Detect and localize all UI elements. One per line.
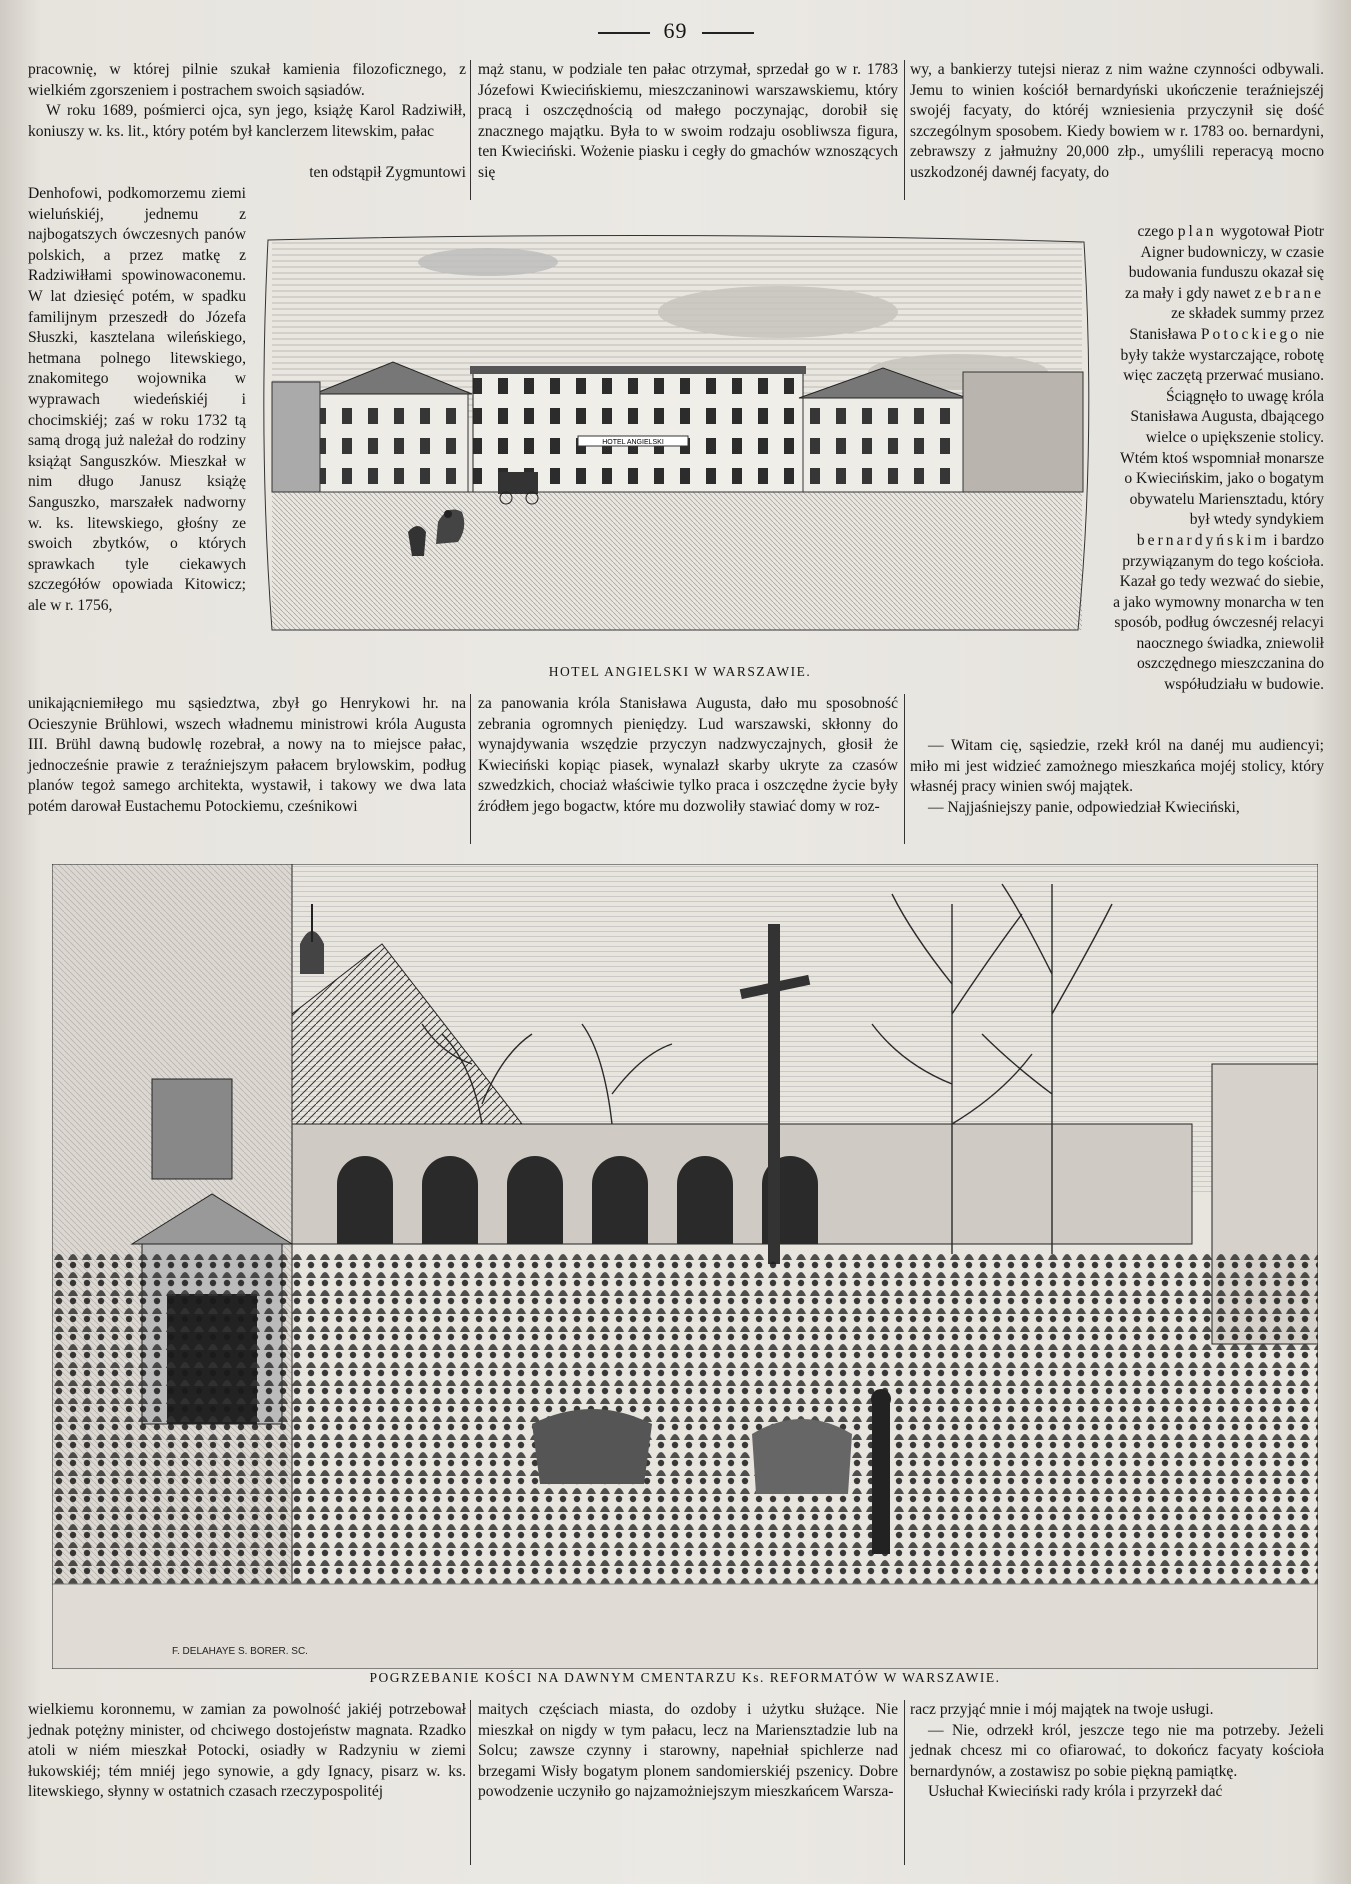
top-col1-upper: pracownię, w której pilnie szukał kamienia filozoficznego, z wielkiém zgorszeniem i postrachem swoich sąsiadów. W roku 1689, pośmierci ojca, syn jego, książę Karol Radziwiłł, koniuszy w. ks. lit., który potém był kanclerzem litewskim, pałac	[28, 61, 466, 140]
hotel-engraving	[258, 222, 1096, 662]
column-rule	[470, 694, 471, 844]
top-col2-lower: za panowania króla Stanisława Augusta, dało mu sposobność zebrania ogromnych pieniędzy. Lud warszawski, skłonny do wynajdywania wszędzie przyczyn nadzwyczajnych, głosił że Kwieciński kopiąc piasek, wynalazł skarby ukryte za czasów szwedzkich, chociaż właściwie tylko praca i oszczędne życie były źródłem jego bogactw, które mu dozwoliły stawiać domy w roz-	[478, 695, 898, 815]
bottom-col3: racz przyjąć mnie i mój majątek na twoje usługi. — Nie, odrzekł król, jeszcze tego nie ma potrzeby. Jeżeli jednak chcesz mi co ofiarować, to dokończ facyaty kościoła bernardynów, a zostawisz po sobie piękną pamiątkę. Usłuchał Kwieciński rady króla i przyrzekł dać	[910, 1701, 1324, 1801]
page-number: 69	[0, 18, 1351, 44]
column-rule	[470, 1700, 471, 1865]
funeral-caption: POGRZEBANIE KOŚCI NA DAWNYM CMENTARZU Ks. REFORMATÓW W WARSZAWIE.	[369, 1670, 1001, 1685]
funeral-engraving	[52, 864, 1318, 1669]
top-col2-upper: mąż stanu, w podziale ten pałac otrzymał, sprzedał go w r. 1783 Józefowi Kwiecińskiemu, mieszczaninowi warszawskiemu, który pracą i oszczędnością od małego poczynając, dorobił się znacznego majątku. Była to w swoim rodzaju osobliwsza figura, ten Kwieciński. Wożenie piasku i cegły do gmachów wznoszących się	[478, 61, 898, 181]
column-rule	[904, 694, 905, 844]
bottom-col2: maitych częściach miasta, do ozdoby i użytku służące. Nie mieszkał on nigdy w tym pałacu, lecz na Mariensztadzie lub na Solcu; zawsze czynny i starowny, napełniał spichlerze nad brzegami Wisły bogatym plonem sandomierskiéj pszenicy. Dobre powodzenie uczyniło go najzamożniejszym mieszkańcem Warsza-	[478, 1701, 898, 1801]
top-col1-narrow: Denhofowi, podkomorzemu ziemi wieluńskiéj, jednemu z najbogatszych ówczesnych panów polskich, a przez matkę z Radziwiłłami spowinowaconemu. W lat dziesięć potém, w spadku familijnym przeszedł do Józefa Słuszki, kasztelana wileńskiego, hetmana polnego litewskiego, znakomitego wojownika w wyprawach wiedeńskiéj i chocimskiéj; zaś w roku 1732 tą samą drogą już należał do rodziny książąt Sanguszków. Mieszkał w nim długo Janusz książę Sanguszko, marszałek nadworny w. ks. litewskiego, głośny ze swoich zbytków, o których sprawkach tyle ciekawych szczegółów opowiada Kitowicz; ale w r. 1756,	[28, 185, 246, 614]
bottom-col1: wielkiemu koronnemu, w zamian za powolność jakiéj potrzebował jednak potężny minister, od chciwego dostojeństw magnata. Rzadko atoli w niém mieszkał Potocki, osiadły w Radzyniu w ziemi łukowskiéj; tém mniéj jego synowie, a gdy Ignacy, pisarz w. ks. litewskiego, słynny w ostatnich czasach rzeczypospolitéj	[28, 1701, 466, 1801]
top-col1-tail: unikającniemiłego mu sąsiedztwa, zbył go Henrykowi hr. na Ocieszynie Brühlowi, wszech władnemu ministrowi króla Augusta III. Brühl dawną budowlę rozebrał, a nowy na to miejsce pałac, jednocześnie prawie z teraźniejszym pałacem brylowskim, podług planów tegoż samego architekta, wystawił, i takowy we dwa lata potém darował Eustachemu Potockiemu, cześnikowi	[28, 695, 466, 815]
column-rule	[470, 60, 471, 200]
engraver-signature: F. DELAHAYE S. BORER. SC.	[172, 1646, 308, 1657]
top-col3-dialog: — Witam cię, sąsiedzie, rzekł król na danéj mu audiencyi; miło mi jest widzieć zamożnego mieszkańca mojéj stolicy, który własnéj pracy winien swój majątek. — Najjaśniejszy panie, odpowiedział Kwieciński,	[910, 737, 1324, 816]
column-rule	[904, 1700, 905, 1865]
top-col1-line-right: ten odstąpił Zygmuntowi	[309, 164, 466, 181]
top-col3-narrow: czego plan wygotował Piotr Aigner budowniczy, w czasie budowania funduszu okazał się za mały i gdy nawet zebrane ze składek summy przez Stanisława Potockiego nie były także wystarczające, robotę więc zaczętą przerwać musiano. Ściągnęło to uwagę króla Stanisława Augusta, dbającego wielce o upiększenie stolicy. Wtém ktoś wspomniał monarsze o Kwiecińskim, jako o bogatym obywatelu Mariensztadu, który był wtedy syndykiem bernardyńskim i bardzo przywiązanym do tego kościoła. Kazał go tedy wezwać do siebie, a jako wymowny monarcha w ten sposób, podług ówczesnéj relacyi naocznego świadka, zniewolił oszczędnego mieszczanina do współudziału w budowie.	[1113, 223, 1324, 694]
hotel-sign: HOTEL ANGIELSKI	[602, 439, 664, 446]
hotel-caption: HOTEL ANGIELSKI W WARSZAWIE.	[548, 664, 812, 679]
top-col3-upper: wy, a bankierzy tutejsi nieraz z nim ważne czynności odbywali. Jemu to winien kościół bernardyński ukończenie teraźniejszéj swojéj facyaty, do któréj wzniesienia przyczynił się dość szczególnym sposobem. Kiedy bowiem w r. 1783 oo. bernardyni, zebrawszy z jałmużny 20,000 złp., umyślili reperacyą mocno uszkodzonéj dawnéj facyaty, do	[910, 61, 1324, 181]
column-rule	[904, 60, 905, 200]
